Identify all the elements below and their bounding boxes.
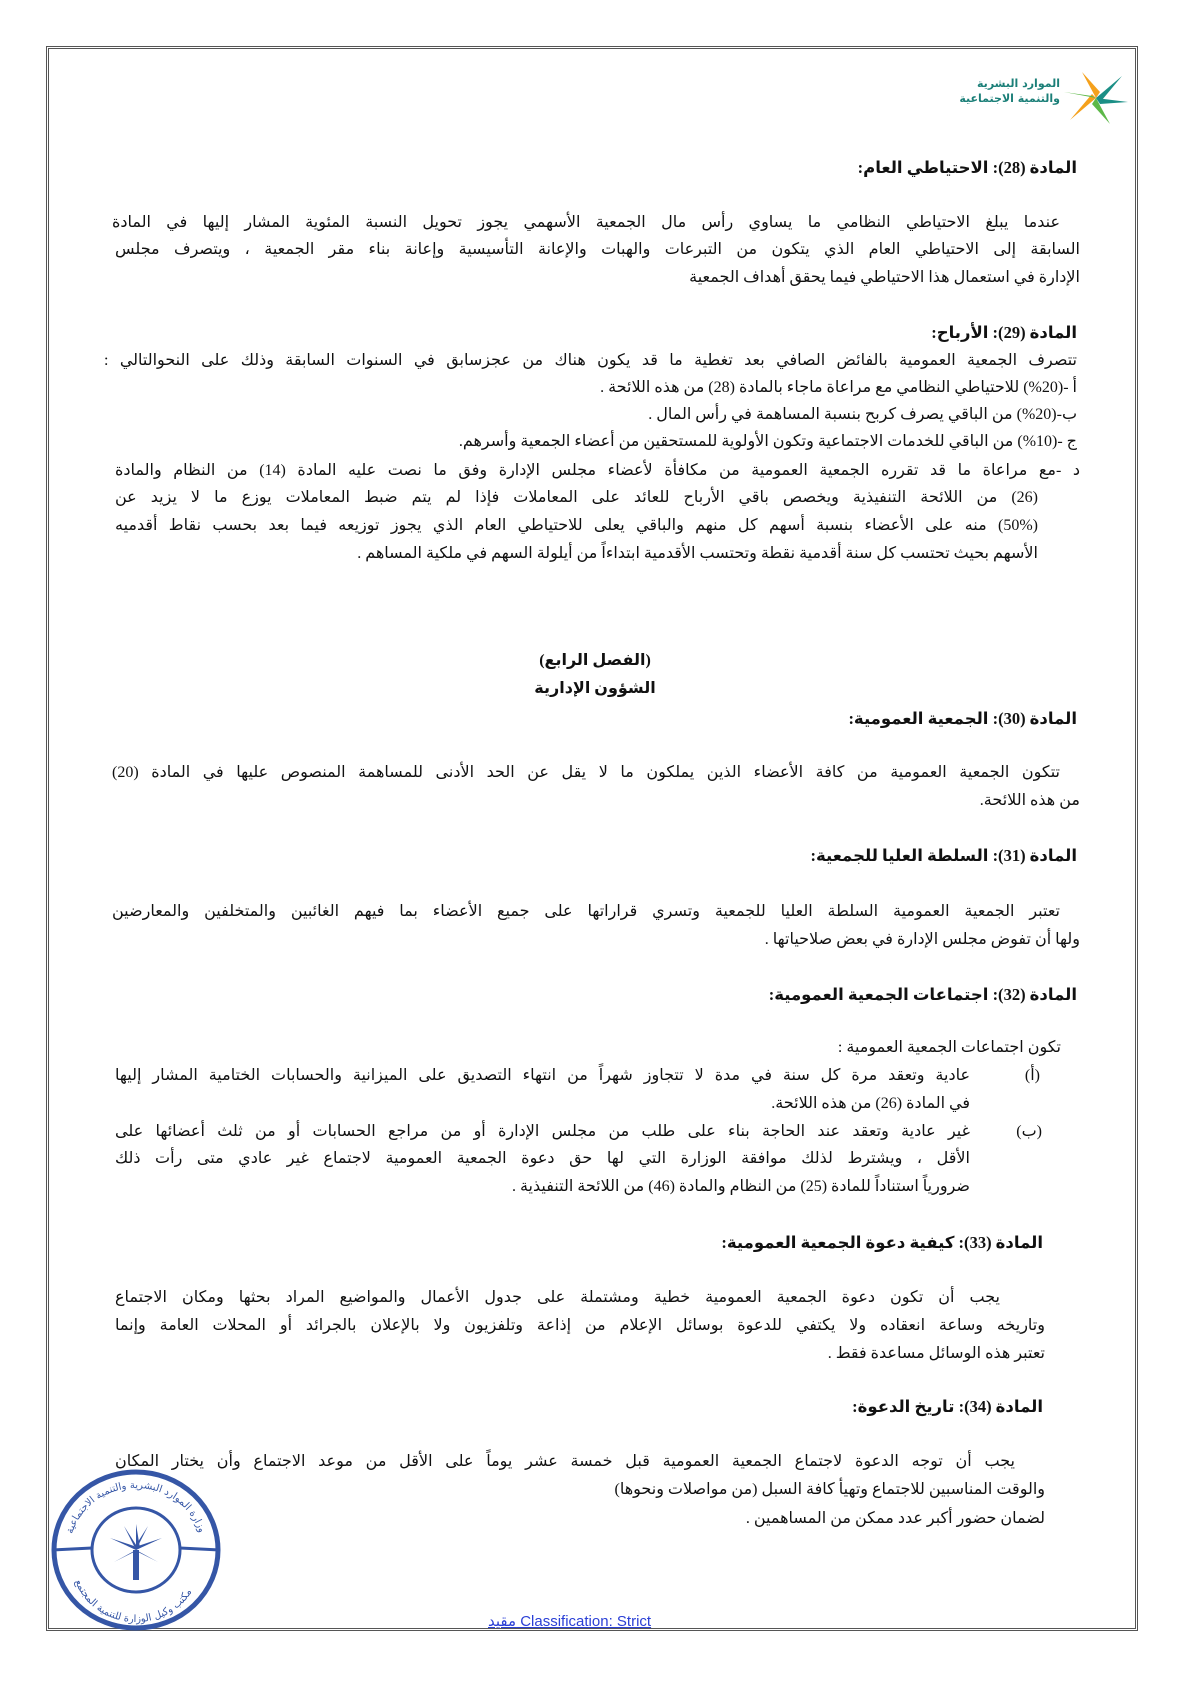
chapter-title: (الفصل الرابع) <box>539 652 651 669</box>
article-33-line: يجب أن تكون دعوة الجمعية العمومية خطية ومشتملة على جدول الأعمال والمواضيع المراد بحثها ومكان الاجتماع <box>115 1289 1000 1306</box>
list-marker: (ب) <box>1016 1123 1042 1140</box>
article-33-heading: المادة (33): كيفية دعوة الجمعية العمومية: <box>721 1233 1043 1252</box>
article-29-item-b: ب-(20%) من الباقي يصرف كربح بنسبة المساهمة في رأس المال . <box>648 406 1077 423</box>
article-32-item-line: الأقل ، ويشترط لذلك موافقة الوزارة التي لها حق دعوة الجمعية العمومية لاجتماع غير عادي متى رأت ذلك <box>115 1150 970 1167</box>
logo-line-2: والتنمية الاجتماعية <box>959 92 1060 105</box>
article-28-line: الإدارة في استعمال هذا الاحتياطي فيما يحقق أهداف الجمعية <box>689 269 1080 286</box>
article-32-heading: المادة (32): اجتماعات الجمعية العمومية: <box>768 985 1077 1004</box>
official-stamp <box>48 1466 224 1634</box>
stamp-seal-icon <box>48 1466 224 1634</box>
article-29-item-c: ج -(10%) من الباقي للخدمات الاجتماعية وتكون الأولوية للمستحقين من أعضاء الجمعية وأسرهم. <box>458 433 1077 450</box>
article-29-line: (26) من اللائحة التنفيذية ويخصص باقي الأرباح للعائد على المعاملات فإذا لم يتم ضبط المعاملات يوزع ما لا يزيد عن <box>115 489 1038 506</box>
article-33-line: وتاريخه وساعة انعقاده ولا يكتفي للدعوة بوسائل الإعلام من إذاعة وتلفزيون ولا بالإعلان بالجرائد أو المحلات العامة وإنما <box>115 1317 1045 1334</box>
classification-label: مقيد Classification: Strict <box>488 1613 652 1630</box>
article-29-line: الأسهم بحيث تحتسب كل سنة أقدمية نقطة وتحتسب الأقدمية ابتداءاً من أيلولة السهم في ملكية المساهم . <box>357 545 1038 562</box>
article-29-heading: المادة (29): الأرباح: <box>931 323 1077 342</box>
chapter-subtitle: الشؤون الإدارية <box>534 680 656 697</box>
article-29-line: تتصرف الجمعية العمومية بالفائض الصافي بعد تغطية ما قد يكون هناك من عجزسابق في السنوات السابقة وذلك على النحوالتالي : <box>104 352 1078 369</box>
article-34-line: والوقت المناسبين للاجتماع وتهيأ كافة السبل (من مواصلات ونحوها) <box>614 1481 1045 1498</box>
article-32-intro: تكون اجتماعات الجمعية العمومية : <box>837 1039 1061 1056</box>
article-29-item-d: د -مع مراعاة ما قد تقرره الجمعية العمومية من مكافأة لأعضاء مجلس الإدارة وفق ما نصت عليه المادة (14) من النظام والمادة <box>115 462 1080 479</box>
stamp-top-text: وزارة الموارد البشرية والتنمية الاجتماعية <box>64 1479 208 1536</box>
article-29-line: (50%) منه على الأعضاء بنسبة أسهم كل منهم والباقي يعلى للاحتياطي العام الذي يجوز توزيعه فيما بعد بحسب نقاط أقدميه <box>115 517 1038 534</box>
article-32-item-line: غير عادية وتعقد عند الحاجة بناء على طلب من مجلس الإدارة أو من مراجع الحسابات أو من ثلث أعضائها على <box>115 1123 970 1140</box>
logo-line-1: الموارد البشرية <box>977 77 1060 90</box>
article-32-item-line: ضرورياً استناداً للمادة (25) من النظام والمادة (46) من اللائحة التنفيذية . <box>511 1178 970 1195</box>
article-28-heading: المادة (28): الاحتياطي العام: <box>857 158 1077 177</box>
logo-text <box>959 76 1060 106</box>
article-33-line: تعتبر هذه الوسائل مساعدة فقط . <box>827 1345 1045 1362</box>
palm-star-icon <box>1062 70 1130 125</box>
article-34-line: يجب أن توجه الدعوة لاجتماع الجمعية العمومية قبل خمسة عشر يوماً على الأقل من موعد الاجتماع وأن يختار المكان <box>115 1453 1015 1470</box>
stamp-bottom-text: مكتب وكيل الوزارة للتنمية المجتمع <box>72 1578 195 1626</box>
article-31-heading: المادة (31): السلطة العليا للجمعية: <box>810 846 1077 865</box>
article-30-line: من هذه اللائحة. <box>979 792 1080 809</box>
article-30-line: تتكون الجمعية العمومية من كافة الأعضاء الذين يملكون ما لا يقل عن الحد الأدنى للمساهمة المنصوص عليها في المادة (20) <box>112 764 1060 781</box>
article-28-line: السابقة إلى الاحتياطي العام الذي يتكون من التبرعات والهبات والإعانة التأسيسية وإعانة بناء مقر الجمعية ، ويتصرف مجلس <box>115 241 1080 258</box>
article-29-item-a: أ -(20%) للاحتياطي النظامي مع مراعاة ماجاء بالمادة (28) من هذه اللائحة . <box>600 379 1077 396</box>
article-31-line: تعتبر الجمعية العمومية السلطة العليا للجمعية وتسري قراراتها على جميع الأعضاء بما فيهم الغائبين والمتخلفين والمعارضين <box>112 903 1060 920</box>
ministry-logo <box>940 70 1130 125</box>
article-34-heading: المادة (34): تاريخ الدعوة: <box>852 1397 1043 1416</box>
article-32-item-line: في المادة (26) من هذه اللائحة. <box>771 1095 970 1112</box>
article-28-line: عندما يبلغ الاحتياطي النظامي ما يساوي رأس مال الجمعية الأسهمي يجوز تحويل النسبة المئوية المشار إليها في المادة <box>112 214 1060 231</box>
article-34-line: لضمان حضور أكبر عدد ممكن من المساهمين . <box>745 1510 1045 1527</box>
article-31-line: ولها أن تفوض مجلس الإدارة في بعض صلاحياتها . <box>764 931 1080 948</box>
article-30-heading: المادة (30): الجمعية العمومية: <box>848 709 1077 728</box>
article-32-item-line: عادية وتعقد مرة كل سنة في مدة لا تتجاوز شهراً من انتهاء التصديق على الميزانية والحسابات الختامية المشار إليها <box>115 1067 971 1084</box>
list-marker: (أ) <box>1024 1067 1040 1084</box>
